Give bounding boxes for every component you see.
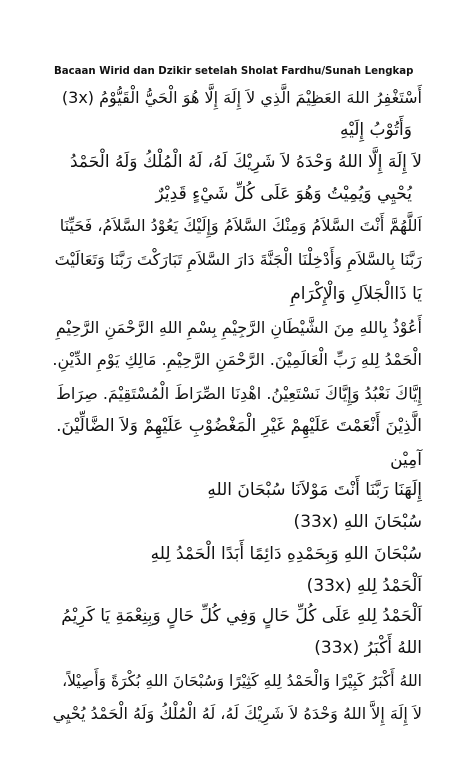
wirid-line-allahu-akbar-33: اللهُ أَكْبَرُ (33x)	[314, 638, 422, 658]
wirid-line-alhamdulillah-ala-kulli-hal: اَلْحَمْدُ لِلهِ عَلَى كُلِّ حَالٍ وَفِي كُلِّ حَالٍ وَبِنِعْمَةِ يَا كَرِيْمُ	[61, 606, 422, 626]
wirid-line-fatihah-4: الَّذِيْنَ أَنْعَمْتَ عَلَيْهِمْ غَيْرِ الْمَغْضُوْبِ عَلَيْهِمْ وَلاَ الضَّالِّيْنَ.	[56, 416, 422, 436]
wirid-line-salam-1: اَللَّهُمَّ أَنْتَ السَّلاَمُ وَمِنْكَ السَّلاَمُ وَإِلَيْكَ يَعُوْدُ السَّلاَمُ، فَحَيِّنَا	[59, 216, 422, 235]
wirid-line-alhamdulillah-33: اَلْحَمْدُ لِلهِ (33x)	[306, 576, 422, 596]
wirid-line-tahlil-2: يُحْيِي وَيُمِيْتُ وَهُوَ عَلَى كُلِّ شَيْءٍ قَدِيْرٌ	[155, 184, 412, 204]
document-title: Bacaan Wirid dan Dzikir setelah Sholat Fardhu/Sunah Lengkap	[54, 66, 414, 77]
wirid-line-ilahana: إِلَهَنَا رَبَّنَا أَنْتَ مَوْلاَنَا سُبْحَانَ اللهِ	[207, 480, 422, 500]
wirid-line-amin: آمِيْن	[390, 450, 422, 470]
wirid-line-salam-2: رَبَّنَا بِالسَّلاَمِ وَأَدْخِلْنَا الْجَنَّةَ دَارَ السَّلاَمِ تَبَارَكْتَ رَبَّنَا وَتَعَالَيْتَ	[54, 250, 422, 269]
wirid-line-tahlil-1: لاَ إِلَهَ إِلَّا اللهُ وَحْدَهُ لاَ شَرِيْكَ لَهُ، لَهُ الْمُلْكُ وَلَهُ الْحَمْدُ	[69, 152, 422, 172]
wirid-line-istighfar: أَسْتَغْفِرُ اللهَ العَظِيْمَ الَّذِي لاَ إِلَهَ إِلَّا هُوَ الْحَيُّ الْقَيُّوْمُ (3x)	[61, 88, 422, 107]
wirid-line-fatihah-2: الْحَمْدُ لِلهِ رَبِّ الْعَالَمِيْنَ. الرَّحْمَنِ الرَّحِيْمِ. مَالِكِ يَوْمِ الدِّيْنِ.	[52, 350, 422, 369]
wirid-line-subhanallah-33: سُبْحَانَ اللهِ (33x)	[293, 512, 422, 532]
wirid-line-tahlil-closing: لاَ إِلَهَ إِلاَّ اللهُ وَحْدَهُ لاَ شَرِيْكَ لَهُ، لَهُ الْمُلْكُ وَلَهُ الْحَمْدُ يُحْيِي	[52, 704, 422, 723]
wirid-line-fatihah-3: إِيَّاكَ نَعْبُدُ وَإِيَّاكَ نَسْتَعِيْنُ. اهْدِنَا الصِّرَاطَ الْمُسْتَقِيْمَ. صِرَاطَ	[56, 384, 422, 403]
wirid-line-fatihah-1: أَعُوْذُ بِاللهِ مِنَ الشَّيْطَانِ الرَّجِيْمِ بِسْمِ اللهِ الرَّحْمَنِ الرَّحِيْمِ	[55, 318, 422, 337]
wirid-line-subhanallah-wabihamdihi: سُبْحَانَ اللهِ وَبِحَمْدِهِ دَائِمًا أَبَدًا الْحَمْدُ لِلهِ	[150, 544, 422, 564]
wirid-line-allahu-akbar-kabira: اللهُ أَكْبَرُ كَبِيْرًا وَالْحَمْدُ لِلهِ كَثِيْرًا وَسُبْحَانَ اللهِ بُكْرَةً وَأَصِيْلاً،	[62, 672, 422, 690]
wirid-line-wa-atubu: وَأَتُوْبُ إِلَيْهِ	[339, 120, 412, 140]
wirid-line-salam-3: يَا ذَاالْجَلاَلِ وَالْإِكْرَامِ	[290, 284, 422, 304]
